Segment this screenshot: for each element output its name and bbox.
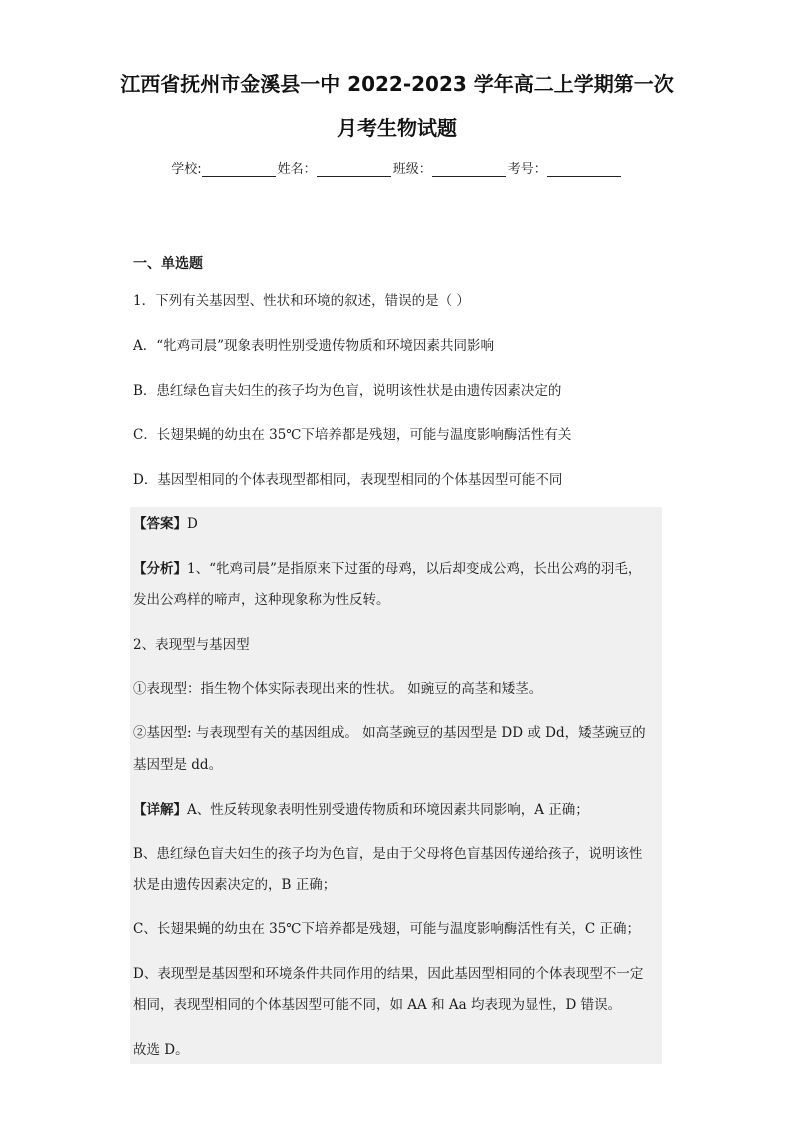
detail-a — [133, 799, 589, 821]
point2-genotype-line2: 基因型是 dd。 — [133, 757, 223, 773]
option-b: B．患红绿色盲夫妇生的孩子均为色盲，说明该性状是由遗传因素决定的 — [133, 383, 562, 399]
analysis-line2: 发出公鸡样的啼声，这种现象称为性反转。 — [133, 592, 390, 608]
school-label: 学校: — [171, 162, 202, 177]
question-stem: 1．下列有关基因型、性状和环境的叙述，错误的是（ ） — [133, 293, 470, 309]
option-d: D．基因型相同的个体表现型都相同，表现型相同的个体基因型可能不同 — [133, 472, 563, 488]
number-label: 考号： — [507, 162, 547, 177]
detail-d-line2: 相同，表现型相同的个体基因型可能不同，如 AA 和 Aa 均表现为显性，D 错误。 — [133, 997, 622, 1013]
detail-tag: 【详解】 — [133, 802, 187, 818]
answer-tag: 【答案】 — [133, 516, 187, 532]
answer-value: D — [187, 516, 198, 532]
detail-a-text: A、性反转现象表明性别受遗传物质和环境因素共同影响，A 正确； — [187, 802, 589, 818]
document-title-line2: 月考生物试题 — [337, 116, 457, 140]
student-info-row — [0, 158, 794, 177]
section-title: 一、单选题 — [133, 256, 203, 272]
option-a: A．“牝鸡司晨”现象表明性别受遗传物质和环境因素共同影响 — [133, 338, 495, 354]
school-blank — [202, 162, 276, 177]
name-label: 姓名： — [277, 162, 317, 177]
class-label: 班级： — [392, 162, 432, 177]
answer-line — [133, 513, 198, 535]
analysis-tag: 【分析】 — [133, 561, 187, 577]
detail-c: C、长翅果蝇的幼虫在 35℃下培养都是残翅，可能与温度影响酶活性有关，C 正确； — [133, 921, 641, 937]
name-blank — [317, 162, 391, 177]
option-c: C．长翅果蝇的幼虫在 35℃下培养都是残翅，可能与温度影响酶活性有关 — [133, 427, 572, 443]
point2-genotype-line1: ②基因型: 与表现型有关的基因组成。 如高茎豌豆的基因型是 DD 或 Dd，矮茎豌豆的 — [133, 725, 646, 741]
document-title-line1: 江西省抚州市金溪县一中 2022-2023 学年高二上学期第一次 — [120, 72, 674, 96]
point2-phenotype: ①表现型：指生物个体实际表现出来的性状。 如豌豆的高茎和矮茎。 — [133, 681, 543, 697]
detail-b-line2: 状是由遗传因素决定的，B 正确； — [133, 877, 337, 893]
detail-d-line1: D、表现型是基因型和环境条件共同作用的结果，因此基因型相同的个体表现型不一定 — [133, 966, 644, 982]
conclusion: 故选 D。 — [133, 1042, 189, 1058]
class-blank — [432, 162, 506, 177]
analysis-line1 — [133, 558, 641, 580]
number-blank — [547, 162, 621, 177]
detail-b-line1: B、患红绿色盲夫妇生的孩子均为色盲，是由于父母将色盲基因传递给孩子，说明该性 — [133, 846, 643, 862]
analysis-text: 1、“牝鸡司晨”是指原来下过蛋的母鸡，以后却变成公鸡，长出公鸡的羽毛， — [187, 561, 642, 577]
point2-heading: 2、表现型与基因型 — [133, 637, 250, 653]
